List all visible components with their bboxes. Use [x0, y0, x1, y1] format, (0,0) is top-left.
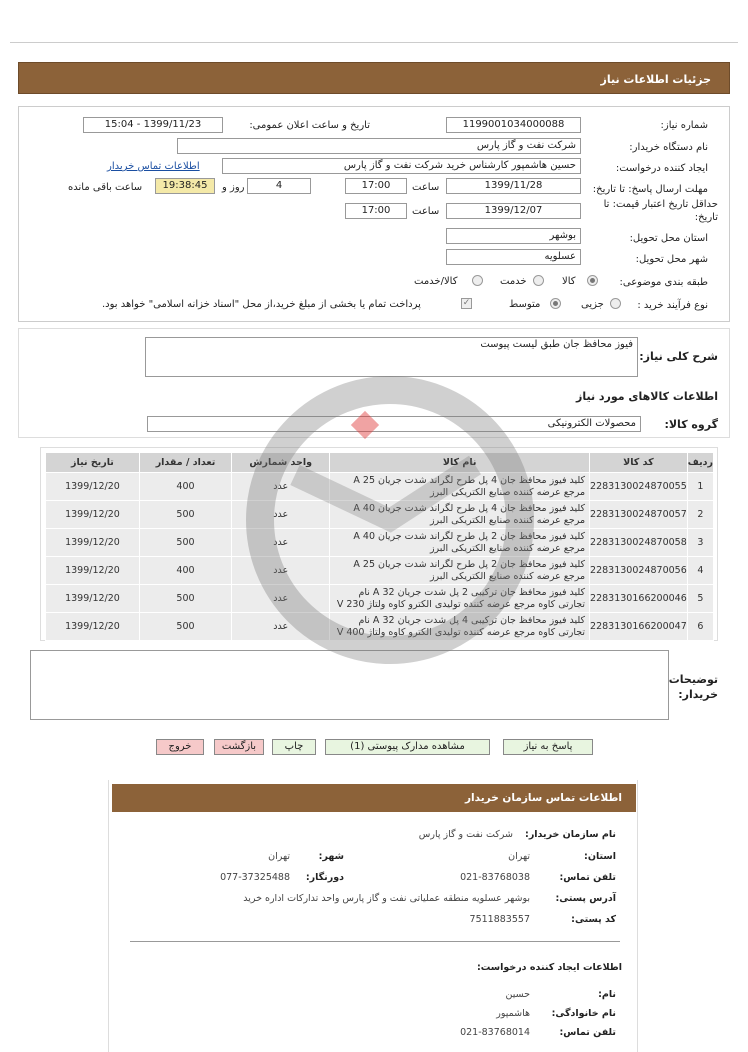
col-name: نام کالا — [330, 453, 590, 473]
remaining-time-field: 19:38:45 — [155, 178, 215, 194]
province-field: بوشهر — [446, 228, 581, 244]
category-goods-label: کالا — [562, 276, 576, 287]
cell-unit: عدد — [232, 585, 330, 613]
province-label: استان محل تحویل: — [629, 233, 708, 244]
group-label: گروه کالا: — [664, 418, 718, 431]
validity-time-field: 17:00 — [345, 203, 407, 219]
remaining-time-label: ساعت باقی مانده — [68, 182, 143, 193]
treasury-note: پرداخت تمام یا بخشی از مبلغ خرید،از محل "اسناد خزانه اسلامی" خواهد بود. — [102, 299, 421, 310]
cell-code: 2283130024870055 — [590, 473, 688, 501]
need-number-field: 1199001034000088 — [446, 117, 581, 133]
contact-phone-value: 021-83768038 — [460, 872, 530, 883]
cell-name: کلید فیوز محافظ جان 2 پل طرح لگراند شدت جریان 25 A مرجع عرضه کننده صنایع الکتریکی البرز — [330, 557, 590, 585]
contact-city-value: تهران — [268, 851, 290, 862]
contact-province-label: استان: — [584, 851, 616, 862]
attachments-button[interactable]: مشاهده مدارک پیوستی (1) — [325, 739, 490, 755]
cell-row: 1 — [687, 473, 713, 501]
category-service-radio[interactable] — [533, 275, 544, 286]
city-field: عسلویه — [446, 249, 581, 265]
requester-name-value: حسین — [505, 989, 530, 1000]
cell-row: 2 — [687, 501, 713, 529]
requester-name-label: نام: — [598, 989, 616, 1000]
requester-label: ایجاد کننده درخواست: — [615, 163, 708, 174]
contact-province-value: تهران — [508, 851, 530, 862]
col-qty: تعداد / مقدار — [139, 453, 231, 473]
cell-date: 1399/12/20 — [46, 529, 140, 557]
contact-fax-value: 077-37325488 — [220, 872, 290, 883]
city-label: شهر محل تحویل: — [635, 254, 708, 265]
buyer-notes-field — [30, 650, 669, 720]
deadline-days-label: روز و — [222, 182, 245, 193]
cell-row: 5 — [687, 585, 713, 613]
announce-label: تاریخ و ساعت اعلان عمومی: — [249, 120, 370, 131]
cell-row: 3 — [687, 529, 713, 557]
group-field: محصولات الکترونیکی — [147, 416, 641, 432]
summary-label: شرح کلی نیاز: — [639, 350, 718, 363]
cell-code: 2283130166200047 — [590, 613, 688, 641]
contact-fax-label: دورنگار: — [305, 872, 344, 883]
deadline-days-field: 4 — [247, 178, 311, 194]
category-goods-radio[interactable] — [587, 275, 598, 286]
cell-qty: 500 — [139, 501, 231, 529]
col-code: کد کالا — [590, 453, 688, 473]
col-row: ردیف — [687, 453, 713, 473]
contact-address-value: بوشهر عسلویه منطقه عملیاتی نفت و گاز پارس واحد تدارکات اداره خرید — [243, 893, 530, 904]
table-row — [46, 473, 714, 501]
cell-name: کلید فیوز محافظ جان ترکیبی 2 پل شدت جریان 32 A نام تجارتی کاوه مرجع عرضه کننده تولیدی الکترو کاوه ولتاژ 230 V — [330, 585, 590, 613]
buyer-contact-link[interactable]: اطلاعات تماس خریدار — [107, 161, 200, 172]
table-row — [46, 585, 714, 613]
cell-unit: عدد — [232, 501, 330, 529]
purchase-medium-radio[interactable] — [550, 298, 561, 309]
purchase-minor-label: جزیی — [581, 299, 604, 310]
category-label: طبقه بندی موضوعی: — [619, 277, 708, 288]
cell-row: 4 — [687, 557, 713, 585]
cell-qty: 500 — [139, 529, 231, 557]
deadline-label: مهلت ارسال پاسخ: تا تاریخ: — [592, 184, 708, 195]
cell-date: 1399/12/20 — [46, 557, 140, 585]
category-service-label: خدمت — [500, 276, 527, 287]
need-number-label: شماره نیاز: — [660, 120, 708, 131]
purchase-type-label: نوع فرآیند خرید : — [637, 300, 708, 311]
contact-city-label: شهر: — [318, 851, 344, 862]
print-button[interactable]: چاپ — [272, 739, 316, 755]
cell-qty: 400 — [139, 557, 231, 585]
buyer-org-label: نام دستگاه خریدار: — [629, 142, 708, 153]
goods-section-title: اطلاعات کالاهای مورد نیاز — [576, 390, 718, 403]
cell-name: کلید فیوز محافظ جان 4 پل طرح لگراند شدت جریان 40 A مرجع عرضه کننده صنایع الکتریکی البرز — [330, 501, 590, 529]
cell-name: کلید فیوز محافظ جان 4 پل طرح لگراند شدت جریان 25 A مرجع عرضه کننده صنایع الکتریکی البرز — [330, 473, 590, 501]
cell-unit: عدد — [232, 557, 330, 585]
purchase-minor-radio[interactable] — [610, 298, 621, 309]
contact-postal-value: 7511883557 — [469, 914, 530, 925]
requester-family-label: نام خانوادگی: — [551, 1008, 616, 1019]
cell-code: 2283130024870057 — [590, 501, 688, 529]
requester-phone-label: تلفن تماس: — [559, 1027, 616, 1038]
treasury-checkbox[interactable]: ✓ — [462, 298, 471, 308]
cell-name: کلید فیوز محافظ جان ترکیبی 4 پل شدت جریان 32 A نام تجارتی کاوه مرجع عرضه کننده تولیدی الکترو کاوه ولتاژ 400 V — [330, 613, 590, 641]
deadline-time-label: ساعت — [412, 182, 440, 193]
cell-code: 2283130166200046 — [590, 585, 688, 613]
table-row — [46, 613, 714, 641]
col-date: تاریخ نیاز — [46, 453, 140, 473]
cell-name: کلید فیوز محافظ جان 2 پل طرح لگراند شدت جریان 40 A مرجع عرضه کننده صنایع الکتریکی البرز — [330, 529, 590, 557]
back-button[interactable]: بازگشت — [214, 739, 264, 755]
cell-qty: 400 — [139, 473, 231, 501]
summary-field: فیوز محافظ جان طبق لیست پیوست — [145, 337, 638, 377]
requester-family-value: هاشمپور — [496, 1008, 530, 1019]
cell-date: 1399/12/20 — [46, 585, 140, 613]
validity-date-field: 1399/12/07 — [446, 203, 581, 219]
col-unit: واحد شمارش — [232, 453, 330, 473]
cell-date: 1399/12/20 — [46, 613, 140, 641]
contact-address-label: آدرس پستی: — [555, 893, 616, 904]
page-title: جزئیات اطلاعات نیاز — [18, 62, 730, 94]
announce-field: 1399/11/23 - 15:04 — [83, 117, 223, 133]
cell-qty: 500 — [139, 613, 231, 641]
top-divider — [10, 42, 738, 43]
requester-info-title: اطلاعات ایجاد کننده درخواست: — [476, 962, 622, 973]
contact-divider — [130, 941, 620, 942]
contact-org-value: شرکت نفت و گاز پارس — [418, 829, 513, 840]
buyer-notes-label: توضیحات خریدار: — [668, 673, 718, 701]
items-table — [45, 452, 714, 641]
table-row — [46, 557, 714, 585]
table-row — [46, 529, 714, 557]
purchase-medium-label: متوسط — [509, 299, 541, 310]
contact-postal-label: کد پستی: — [571, 914, 616, 925]
reply-button[interactable]: پاسخ به نیاز — [503, 739, 593, 755]
cell-date: 1399/12/20 — [46, 473, 140, 501]
buyer-org-field: شرکت نفت و گاز پارس — [177, 138, 581, 154]
cell-unit: عدد — [232, 613, 330, 641]
contact-org-label: نام سازمان خریدار: — [525, 829, 616, 840]
contact-title: اطلاعات تماس سازمان خریدار — [112, 784, 636, 812]
exit-button[interactable]: خروج — [156, 739, 204, 755]
cell-unit: عدد — [232, 473, 330, 501]
cell-code: 2283130024870058 — [590, 529, 688, 557]
validity-label: حداقل تاریخ اعتبار قیمت: تا تاریخ: — [603, 199, 718, 223]
category-both-label: کالا/خدمت — [414, 276, 458, 287]
cell-date: 1399/12/20 — [46, 501, 140, 529]
cell-code: 2283130024870056 — [590, 557, 688, 585]
requester-field: حسین هاشمپور کارشناس خرید شرکت نفت و گاز پارس — [222, 158, 581, 174]
contact-phone-label: تلفن تماس: — [559, 872, 616, 883]
cell-unit: عدد — [232, 529, 330, 557]
requester-phone-value: 021-83768014 — [460, 1027, 530, 1038]
cell-qty: 500 — [139, 585, 231, 613]
validity-time-label: ساعت — [412, 206, 440, 217]
deadline-date-field: 1399/11/28 — [446, 178, 581, 194]
table-row — [46, 501, 714, 529]
cell-row: 6 — [687, 613, 713, 641]
deadline-time-field: 17:00 — [345, 178, 407, 194]
category-both-radio[interactable] — [472, 275, 483, 286]
